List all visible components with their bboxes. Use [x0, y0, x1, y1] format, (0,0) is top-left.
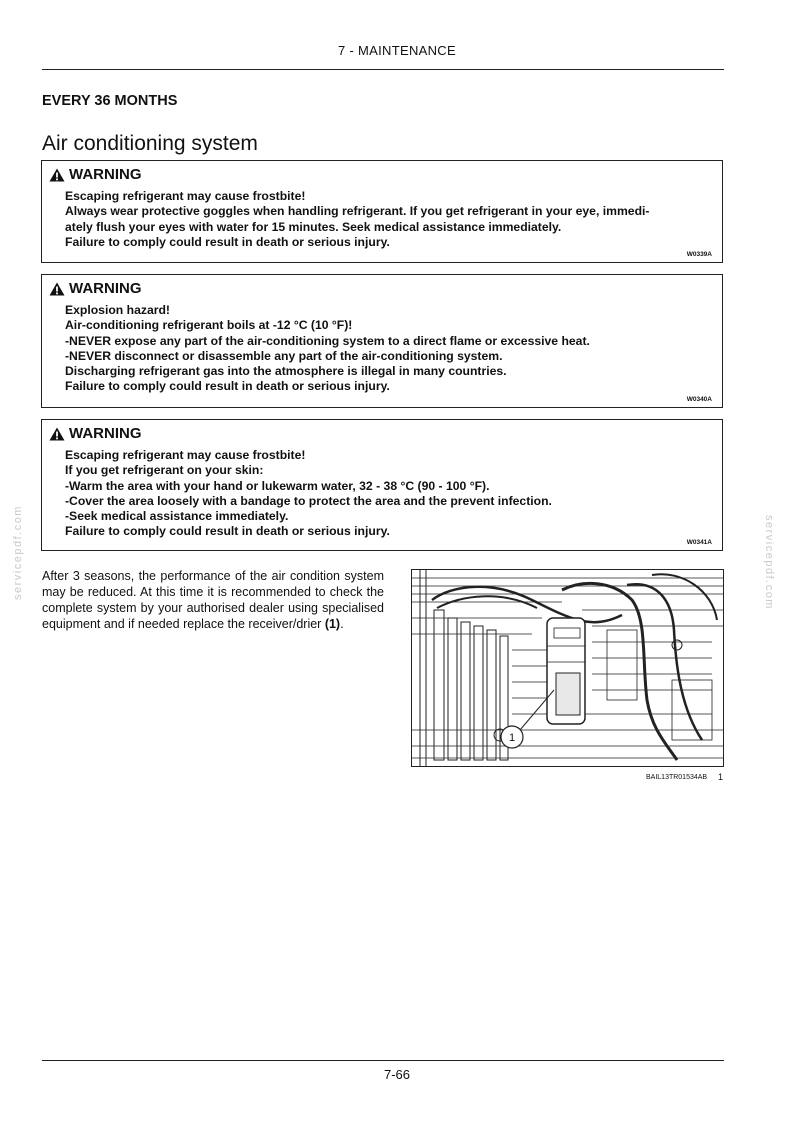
warning-line: Failure to comply could result in death or serious injury. [65, 524, 390, 539]
warning-title-text: WARNING [69, 166, 142, 183]
receiver-drier-figure [411, 569, 724, 767]
header-rule [42, 69, 724, 70]
warning-box-3 [41, 419, 723, 551]
warning-title [49, 425, 142, 442]
warning-title [49, 280, 142, 297]
warning-code: W0341A [686, 539, 712, 546]
warning-line: -NEVER disconnect or disassemble any part of the air-conditioning system. [65, 348, 503, 363]
figure-number: 1 [718, 772, 724, 782]
warning-line: Discharging refrigerant gas into the atmosphere is illegal in many countries. [65, 364, 507, 379]
instruction-end: . [340, 617, 344, 631]
footer-rule [42, 1060, 724, 1061]
callout-number: 1 [508, 732, 516, 744]
warning-line: Always wear protective goggles when handling refrigerant. If you get refrigerant in your eye, immedi- [65, 204, 650, 219]
warning-line: -Seek medical assistance immediately. [65, 509, 289, 524]
warning-line: If you get refrigerant on your skin: [65, 463, 264, 478]
warning-code: W0339A [686, 251, 712, 258]
engine-bay-illustration [412, 570, 723, 766]
instruction-text: After 3 seasons, the performance of the air condition system may be reduced. At this time it is recommended to check the complete system by your authorised dealer using specialised equipment and if needed replace the receiver/drier [42, 569, 384, 631]
warning-line: Escaping refrigerant may cause frostbite! [65, 448, 306, 462]
warning-line: ately flush your eyes with water for 15 minutes. Seek medical assistance immediately. [65, 219, 562, 234]
figure-code: BAIL13TR01534AB [646, 774, 708, 781]
warning-text [65, 448, 702, 540]
warning-line: Explosion hazard! [65, 303, 170, 317]
reference-number: (1) [324, 617, 341, 631]
warning-triangle-icon [49, 282, 65, 296]
running-header: 7 - MAINTENANCE [338, 43, 456, 58]
warning-text [65, 189, 702, 250]
warning-title-text: WARNING [69, 280, 142, 297]
watermark-right: servicepdf.com [763, 515, 775, 610]
page-number: 7-66 [383, 1067, 411, 1082]
warning-line: -NEVER expose any part of the air-conditioning system to a direct flame or excessive heat. [65, 333, 590, 348]
warning-triangle-icon [49, 427, 65, 441]
section-interval: EVERY 36 MONTHS [42, 93, 178, 109]
warning-triangle-icon [49, 168, 65, 182]
warning-box-1 [41, 160, 723, 263]
instruction-paragraph [42, 568, 384, 632]
warning-title [49, 166, 142, 183]
warning-line: -Warm the area with your hand or lukewarm water, 32 - 38 °C (90 - 100 °F). [65, 478, 490, 493]
watermark-left: servicepdf.com [12, 505, 24, 600]
warning-box-2 [41, 274, 723, 408]
warning-code: W0340A [686, 396, 712, 403]
warning-line: -Cover the area loosely with a bandage to protect the area and the prevent infection. [65, 493, 552, 508]
warning-line: Failure to comply could result in death or serious injury. [65, 379, 390, 394]
section-title: Air conditioning system [42, 132, 258, 155]
warning-line: Escaping refrigerant may cause frostbite! [65, 189, 306, 203]
warning-title-text: WARNING [69, 425, 142, 442]
warning-line: Air-conditioning refrigerant boils at -12 °C (10 °F)! [65, 318, 353, 333]
warning-text [65, 303, 702, 395]
warning-line: Failure to comply could result in death or serious injury. [65, 234, 390, 249]
